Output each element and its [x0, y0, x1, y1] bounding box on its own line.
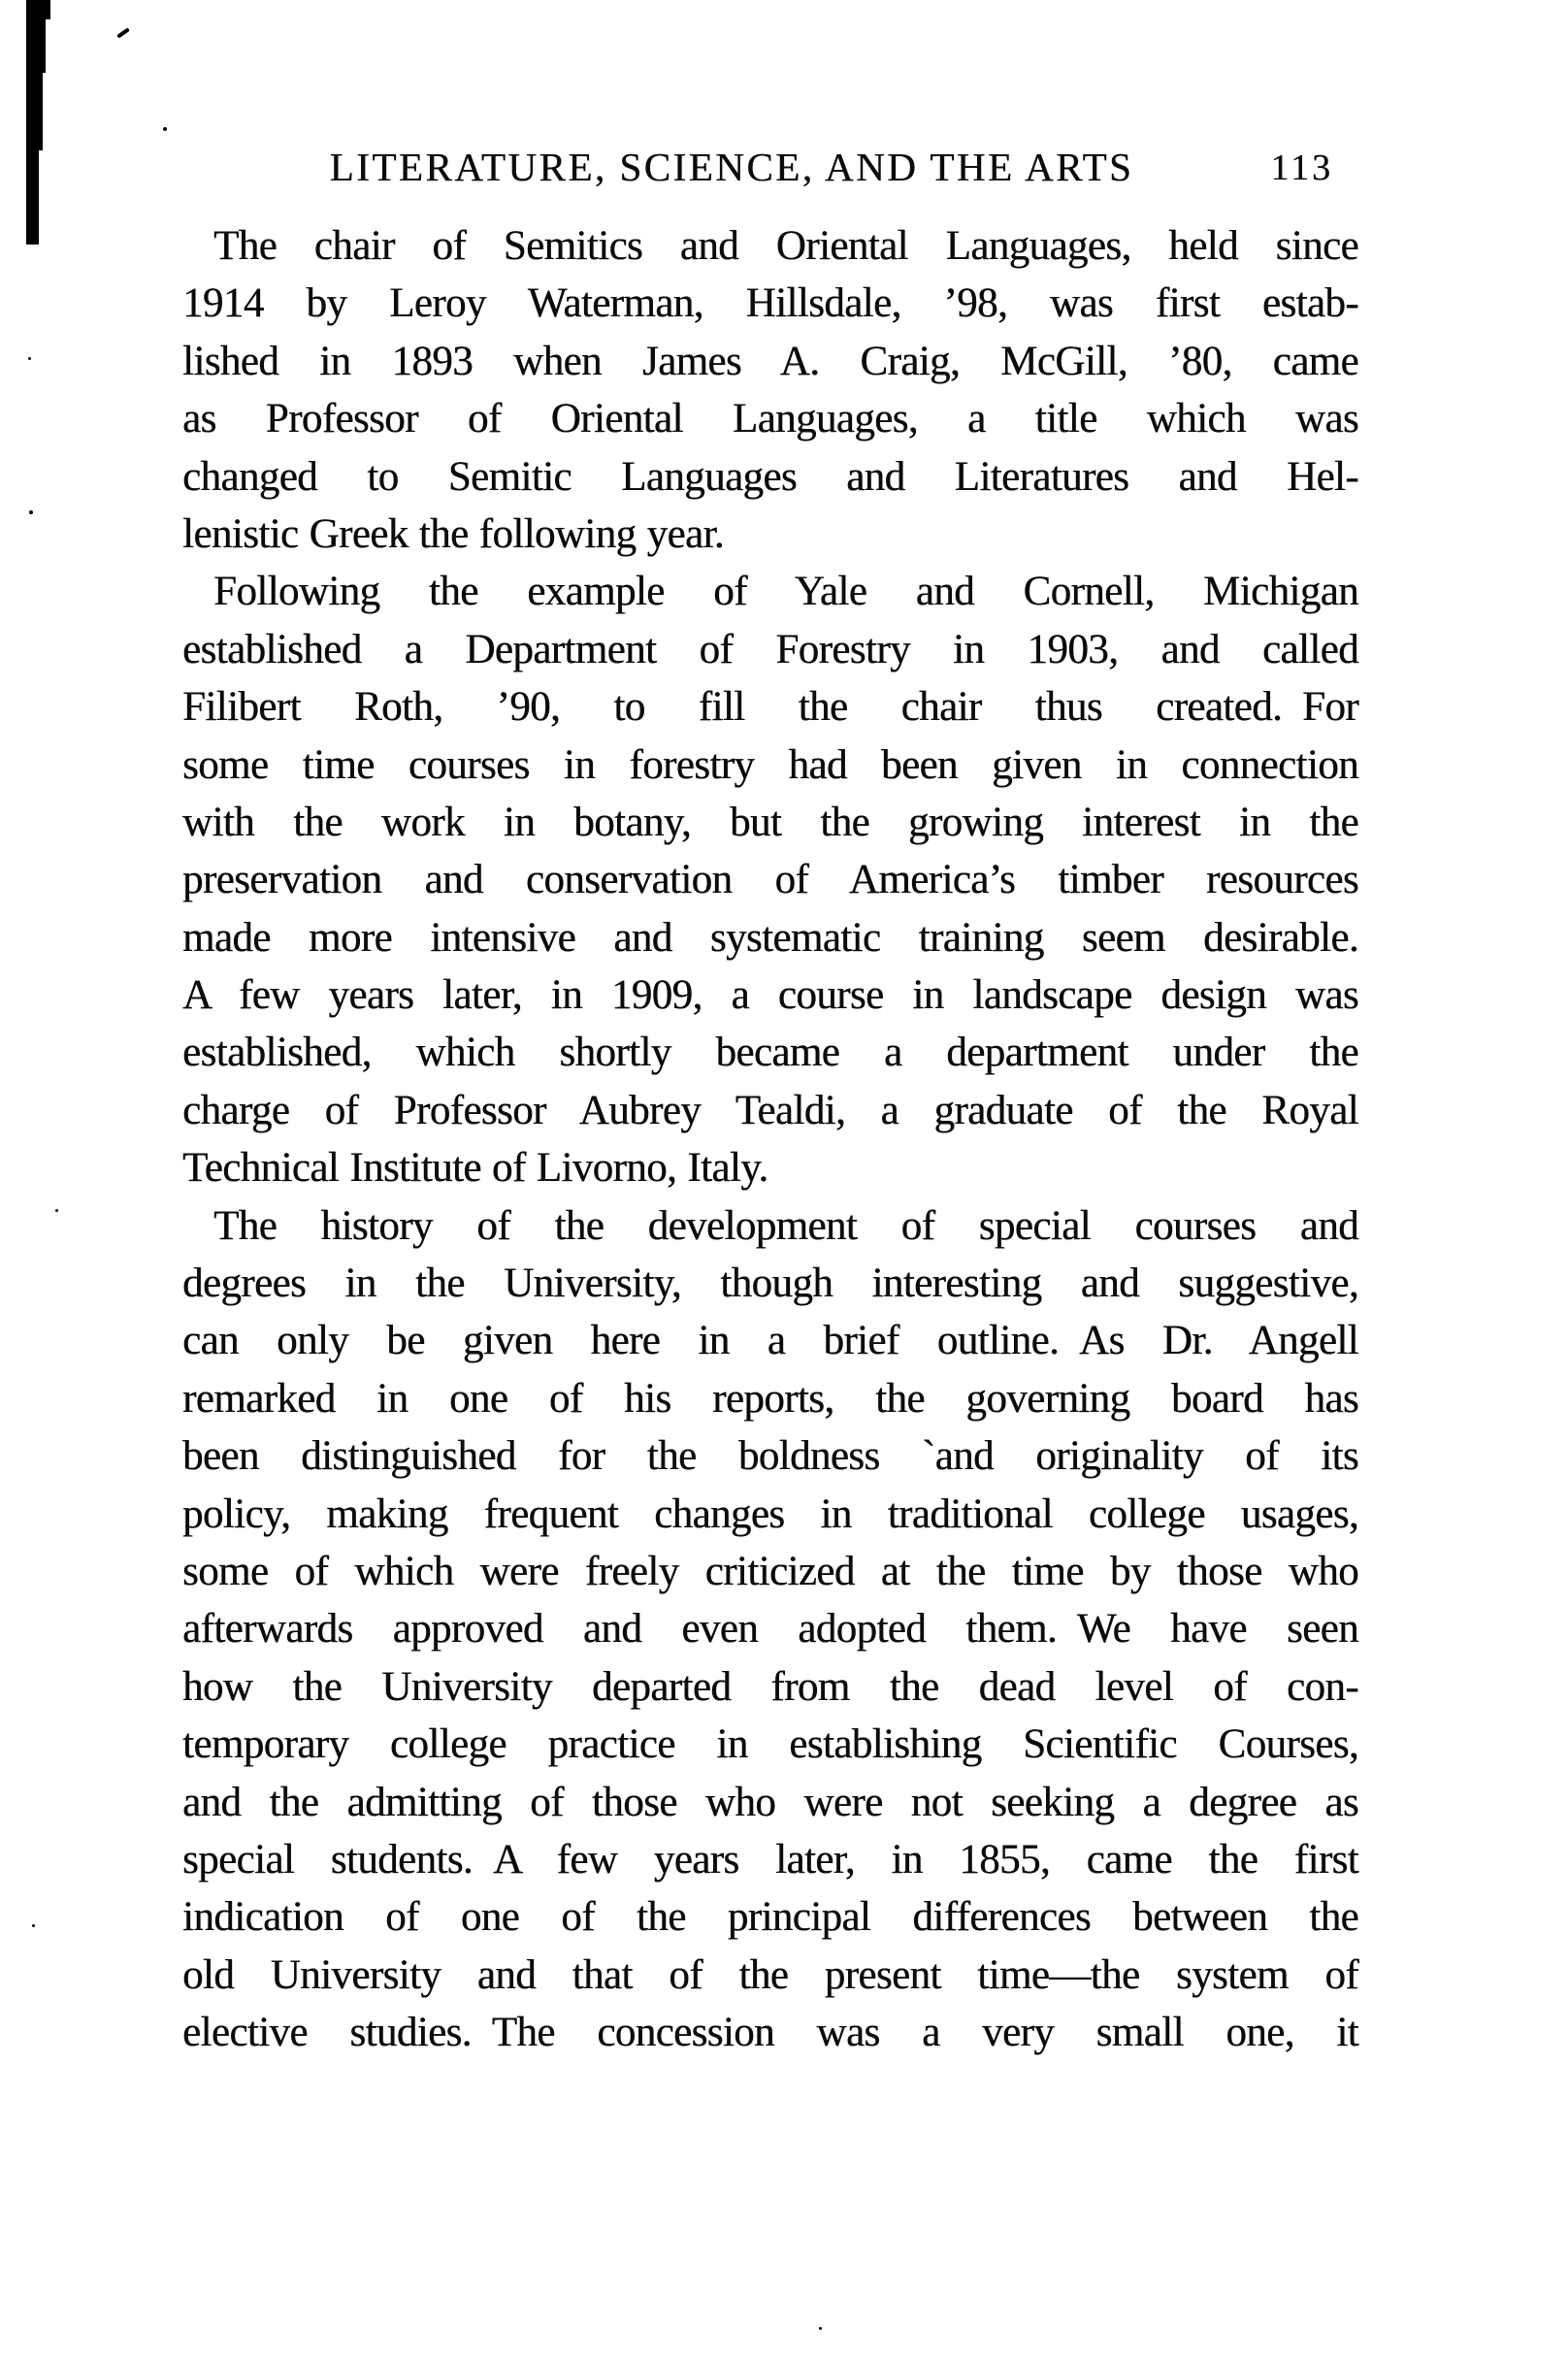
scan-artifact-binding-taper — [39, 19, 46, 73]
scan-artifact-speck — [163, 127, 167, 131]
text-line: with the work in botany, but the growing interest in the — [182, 799, 1358, 845]
running-title: LITERATURE, SCIENCE, AND THE ARTS — [329, 145, 1134, 189]
text-line: indication of one of the principal differences between the — [182, 1894, 1358, 1941]
scan-artifact-speck — [55, 1209, 58, 1212]
scan-artifact-speck — [28, 357, 31, 360]
text-line: changed to Semitic Languages and Literatures and Hel- — [182, 453, 1358, 500]
page-number: 113 — [1270, 147, 1333, 188]
text-line: preservation and conservation of America’s timber resources — [182, 857, 1358, 903]
scan-artifact-speck — [29, 510, 33, 514]
text-line: 1914 by Leroy Waterman, Hillsdale, ’98, was first estab- — [182, 280, 1358, 327]
text-line: charge of Professor Aubrey Tealdi, a graduate of the Royal — [182, 1087, 1358, 1133]
text-line: can only be given here in a brief outline. As Dr. Angell — [182, 1318, 1358, 1364]
text-line: A few years later, in 1909, a course in landscape design was — [182, 972, 1358, 1019]
text-line: lished in 1893 when James A. Craig, McGill, ’80, came — [182, 338, 1358, 384]
text-line: Filibert Roth, ’90, to fill the chair thus created. For — [182, 684, 1358, 731]
text-line: some of which were freely criticized at the time by those who — [182, 1548, 1358, 1594]
text-line: and the admitting of those who were not seeking a degree as — [182, 1779, 1358, 1825]
scan-artifact-squiggle — [116, 27, 130, 38]
text-line: Technical Institute of Livorno, Italy. — [182, 1145, 768, 1192]
scan-artifact-speck — [819, 2327, 822, 2330]
text-line: afterwards approved and even adopted them. We have seen — [182, 1606, 1358, 1653]
text-line: how the University departed from the dead level of con- — [182, 1663, 1358, 1710]
text-line: some time courses in forestry had been given in connection — [182, 741, 1358, 788]
scan-artifact-binding-taper — [39, 73, 43, 150]
text-line: The history of the development of special courses and — [213, 1202, 1358, 1249]
scan-artifact-binding-taper — [39, 0, 50, 19]
text-line: as Professor of Oriental Languages, a title which was — [182, 396, 1358, 442]
text-line: temporary college practice in establishing Scientific Courses, — [182, 1721, 1358, 1768]
body-text — [182, 217, 1358, 2062]
page-header — [182, 144, 1358, 192]
scan-artifact-binding-bar — [26, 0, 39, 245]
text-line: degrees in the University, though interesting and suggestive, — [182, 1261, 1358, 1307]
text-line: The chair of Semitics and Oriental Languages, held since — [213, 223, 1358, 269]
text-line: special students. A few years later, in 1855, came the first — [182, 1836, 1358, 1883]
text-line: policy, making frequent changes in traditional college usages, — [182, 1490, 1358, 1537]
text-line: made more intensive and systematic training seem desirable. — [182, 914, 1358, 961]
text-line: old University and that of the present time—the system of — [182, 1951, 1358, 1998]
text-line: established a Department of Forestry in 1903, and called — [182, 626, 1358, 672]
text-line: been distinguished for the boldness `and originality of its — [182, 1433, 1358, 1480]
text-line: Following the example of Yale and Cornell, Michigan — [213, 569, 1358, 615]
text-line: remarked in one of his reports, the governing board has — [182, 1375, 1358, 1422]
text-line: established, which shortly became a department under the — [182, 1030, 1358, 1076]
text-line: elective studies. The concession was a very small one, it — [182, 2010, 1358, 2056]
scan-artifact-speck — [32, 1924, 35, 1927]
text-line: lenistic Greek the following year. — [182, 510, 724, 557]
